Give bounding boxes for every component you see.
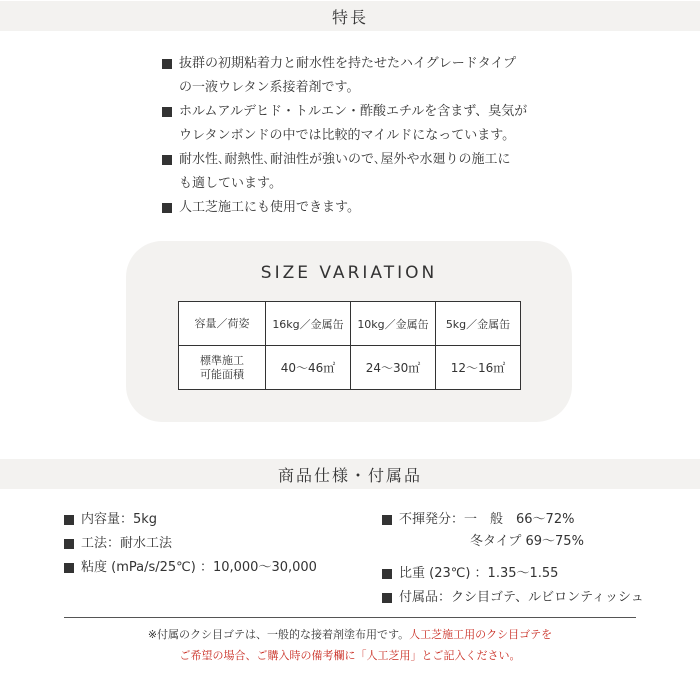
spec-item bbox=[382, 562, 644, 586]
size-table-cell: 12～16㎡ bbox=[436, 346, 521, 390]
feature-item bbox=[162, 196, 562, 220]
size-variation-panel bbox=[126, 241, 572, 422]
spec-header bbox=[0, 459, 700, 489]
square-bullet-icon bbox=[382, 593, 392, 603]
spec-left-list bbox=[64, 508, 317, 580]
feature-item bbox=[162, 52, 562, 100]
spec-item bbox=[64, 556, 317, 580]
size-variation-title: SIZE VARIATION bbox=[260, 263, 438, 283]
divider bbox=[64, 617, 636, 618]
size-table-column: 16kg／金属缶 bbox=[266, 302, 351, 346]
feature-text: 人工芝施工にも使用できます。 bbox=[179, 200, 360, 215]
spec-item bbox=[64, 532, 317, 556]
features-header bbox=[0, 1, 700, 31]
size-table-cell: 40～46㎡ bbox=[266, 346, 351, 390]
features-list bbox=[162, 52, 562, 220]
spec-capacity: 内容量：5kg bbox=[81, 512, 158, 527]
size-table-header-label: 容量／荷姿 bbox=[179, 302, 266, 346]
note-text: ※付属のクシ目ゴテは、一般的な接着剤塗布用です。 bbox=[147, 628, 410, 641]
feature-text: ホルムアルデヒド・トルエン・酢酸エチルを含まず、臭気が ウレタンボンドの中では比較的マイルドになっています。 bbox=[179, 104, 528, 143]
spec-item bbox=[64, 508, 317, 532]
size-table-cell: 24～30㎡ bbox=[351, 346, 436, 390]
spec-right-list bbox=[382, 508, 644, 610]
note-line-2: ご希望の場合、ご購入時の備考欄に「人工芝用」とご記入ください。 bbox=[179, 649, 521, 662]
square-bullet-icon bbox=[162, 155, 172, 165]
spec-accessories: 付属品：クシ目ゴテ、ルビロンティッシュ bbox=[399, 590, 644, 605]
square-bullet-icon bbox=[382, 515, 392, 525]
square-bullet-icon bbox=[64, 515, 74, 525]
size-table-column: 10kg／金属缶 bbox=[351, 302, 436, 346]
spec-viscosity: 粘度 (mPa/s/25℃) ：10,000〜30,000 bbox=[81, 560, 317, 575]
feature-text: 耐水性､耐熱性､耐油性が強いので､屋外や水廻りの施工に も適しています。 bbox=[179, 152, 511, 191]
feature-text: 抜群の初期粘着力と耐水性を持たせたハイグレードタイプ の一液ウレタン系接着剤です。 bbox=[179, 56, 517, 95]
feature-item bbox=[162, 148, 562, 196]
size-table bbox=[178, 301, 521, 390]
note-text-highlight: 人工芝施工用のクシ目ゴテを bbox=[409, 628, 553, 641]
spec-gravity: 比重 (23℃) ：1.35〜1.55 bbox=[399, 566, 559, 581]
square-bullet-icon bbox=[162, 203, 172, 213]
feature-item bbox=[162, 100, 562, 148]
square-bullet-icon bbox=[162, 59, 172, 69]
size-table-area-row bbox=[179, 346, 521, 390]
square-bullet-icon bbox=[64, 563, 74, 573]
spec-item bbox=[382, 508, 644, 532]
spec-volatile-winter: 冬タイプ 69〜75% bbox=[470, 534, 584, 549]
spec-item bbox=[382, 586, 644, 610]
accessory-note bbox=[0, 624, 700, 666]
square-bullet-icon bbox=[162, 107, 172, 117]
square-bullet-icon bbox=[64, 539, 74, 549]
spec-volatile: 不揮発分：一 般 66〜72% bbox=[399, 512, 575, 527]
size-table-column: 5kg／金属缶 bbox=[436, 302, 521, 346]
note-line-1 bbox=[0, 624, 700, 645]
features-header-title: 特長 bbox=[331, 7, 368, 27]
size-table-row-label: 標準施工 可能面積 bbox=[179, 346, 266, 390]
square-bullet-icon bbox=[382, 569, 392, 579]
spec-header-title: 商品仕様・付属品 bbox=[277, 465, 422, 485]
size-table-header-row bbox=[179, 302, 521, 346]
spec-method: 工法：耐水工法 bbox=[81, 536, 173, 551]
